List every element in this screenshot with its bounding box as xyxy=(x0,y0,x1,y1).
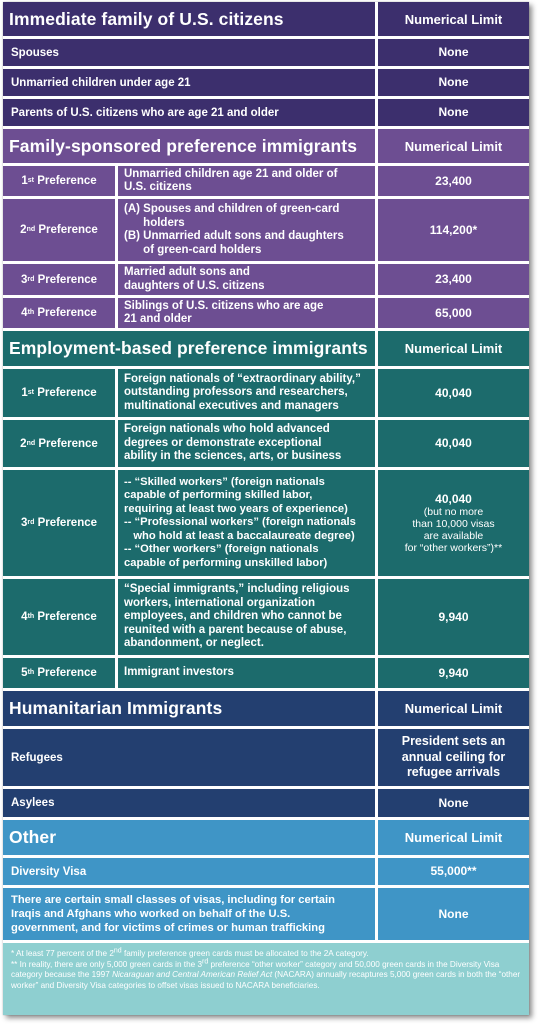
section-title: Employment-based preference immigrants xyxy=(3,331,375,366)
preference-description: Foreign nationals who hold advanced degrees or demonstrate exceptional ability in the sciences, arts, or business xyxy=(118,420,375,467)
preference-description: Immigrant investors xyxy=(118,658,375,688)
section-title: Family-sponsored preference immigrants xyxy=(3,129,375,163)
table-row xyxy=(3,199,529,261)
table-row xyxy=(3,470,529,576)
limit-value: None xyxy=(378,39,529,66)
section-header-employment xyxy=(3,331,529,366)
column-header-numerical-limit: Numerical Limit xyxy=(378,820,529,855)
limit-value: 40,040 (but no more than 10,000 visas are available for “other workers”)** xyxy=(378,470,529,576)
preference-label: 3 rd Preference xyxy=(3,470,115,576)
preference-label: 3 rd Preference xyxy=(3,264,115,295)
table-row xyxy=(3,264,529,295)
category-label: Refugees xyxy=(3,729,375,786)
limit-value: 9,940 xyxy=(378,579,529,655)
limit-value: None xyxy=(378,69,529,96)
preference-label: 4 th Preference xyxy=(3,298,115,328)
preference-description: Unmarried children age 21 and older of U.S. citizens xyxy=(118,166,375,196)
preference-description: -- “Skilled workers” (foreign nationals capable of performing skilled labor, requiring at least two years of experience) -- “Professional workers” (foreign nationals who hold at least a baccalaureate degree) -- “Other workers” (foreign nationals capable of performing unskilled labor) xyxy=(118,470,375,576)
section-header-other xyxy=(3,820,529,855)
category-label: Asylees xyxy=(3,789,375,817)
section-header-family xyxy=(3,129,529,163)
category-label: Spouses xyxy=(3,39,375,66)
category-label: Parents of U.S. citizens who are age 21 and older xyxy=(3,99,375,126)
table-row xyxy=(3,858,529,885)
limit-value: None xyxy=(378,789,529,817)
table-row xyxy=(3,369,529,417)
table-row xyxy=(3,658,529,688)
footnote-1: * At least 77 percent of the 2nd family preference green cards must be allocated to the 2A category. xyxy=(11,947,369,958)
category-label: Unmarried children under age 21 xyxy=(3,69,375,96)
footnote-2: ** In reality, there are only 5,000 green cards in the 3rd preference “other worker” category and 50,000 green cards in the Diversity Visa category because the 1997 Nicaraguan and Central American Relief Act (NACARA) annually recaptures 5,000 green cards in both the “other worker” and Diversity Visa categories to offset visas issued to NACARA beneficiaries. xyxy=(11,957,521,990)
limit-value: 23,400 xyxy=(378,264,529,295)
preference-description: “Special immigrants,” including religious workers, international organization employees, and children who cannot be reunited with a parent because of abuse, abandonment, or neglect. xyxy=(118,579,375,655)
preference-description: (A) Spouses and children of green-card holders (B) Unmarried adult sons and daughters of green-card holders xyxy=(118,199,375,261)
category-label: Diversity Visa xyxy=(3,858,375,885)
column-header-numerical-limit: Numerical Limit xyxy=(378,691,529,726)
footnotes xyxy=(3,943,529,1015)
column-header-numerical-limit: Numerical Limit xyxy=(378,331,529,366)
table-row xyxy=(3,99,529,126)
column-header-numerical-limit: Numerical Limit xyxy=(378,129,529,163)
preference-description: Siblings of U.S. citizens who are age 21 and older xyxy=(118,298,375,328)
preference-description: Married adult sons and daughters of U.S. citizens xyxy=(118,264,375,295)
limit-value: 23,400 xyxy=(378,166,529,196)
limit-value: 114,200* xyxy=(378,199,529,261)
limit-value: 40,040 xyxy=(378,420,529,467)
immigration-limits-table xyxy=(3,2,529,1015)
table-row xyxy=(3,69,529,96)
table-row xyxy=(3,888,529,940)
table-row xyxy=(3,298,529,328)
table-row xyxy=(3,39,529,66)
table-row xyxy=(3,166,529,196)
preference-label: 5 th Preference xyxy=(3,658,115,688)
category-label: There are certain small classes of visas, including for certain Iraqis and Afghans who worked on behalf of the U.S. government, and for victims of crimes or human trafficking xyxy=(3,888,375,940)
section-header-humanitarian xyxy=(3,691,529,726)
section-title: Humanitarian Immigrants xyxy=(3,691,375,726)
table-row xyxy=(3,420,529,467)
limit-value: None xyxy=(378,99,529,126)
preference-label: 4 th Preference xyxy=(3,579,115,655)
preference-label: 2 nd Preference xyxy=(3,420,115,467)
section-header-immediate xyxy=(3,2,529,36)
table-row xyxy=(3,729,529,786)
limit-value: 40,040 xyxy=(378,369,529,417)
section-title: Immediate family of U.S. citizens xyxy=(3,2,375,36)
limit-value: President sets an annual ceiling for refugee arrivals xyxy=(378,729,529,786)
preference-label: 2 nd Preference xyxy=(3,199,115,261)
limit-value: 65,000 xyxy=(378,298,529,328)
section-title: Other xyxy=(3,820,375,855)
preference-label: 1 st Preference xyxy=(3,369,115,417)
preference-label: 1 st Preference xyxy=(3,166,115,196)
limit-value: 9,940 xyxy=(378,658,529,688)
limit-value: 55,000** xyxy=(378,858,529,885)
preference-description: Foreign nationals of “extraordinary ability,” outstanding professors and researchers, multinational executives and managers xyxy=(118,369,375,417)
table-row xyxy=(3,789,529,817)
limit-value: None xyxy=(378,888,529,940)
table-row xyxy=(3,579,529,655)
column-header-numerical-limit: Numerical Limit xyxy=(378,2,529,36)
